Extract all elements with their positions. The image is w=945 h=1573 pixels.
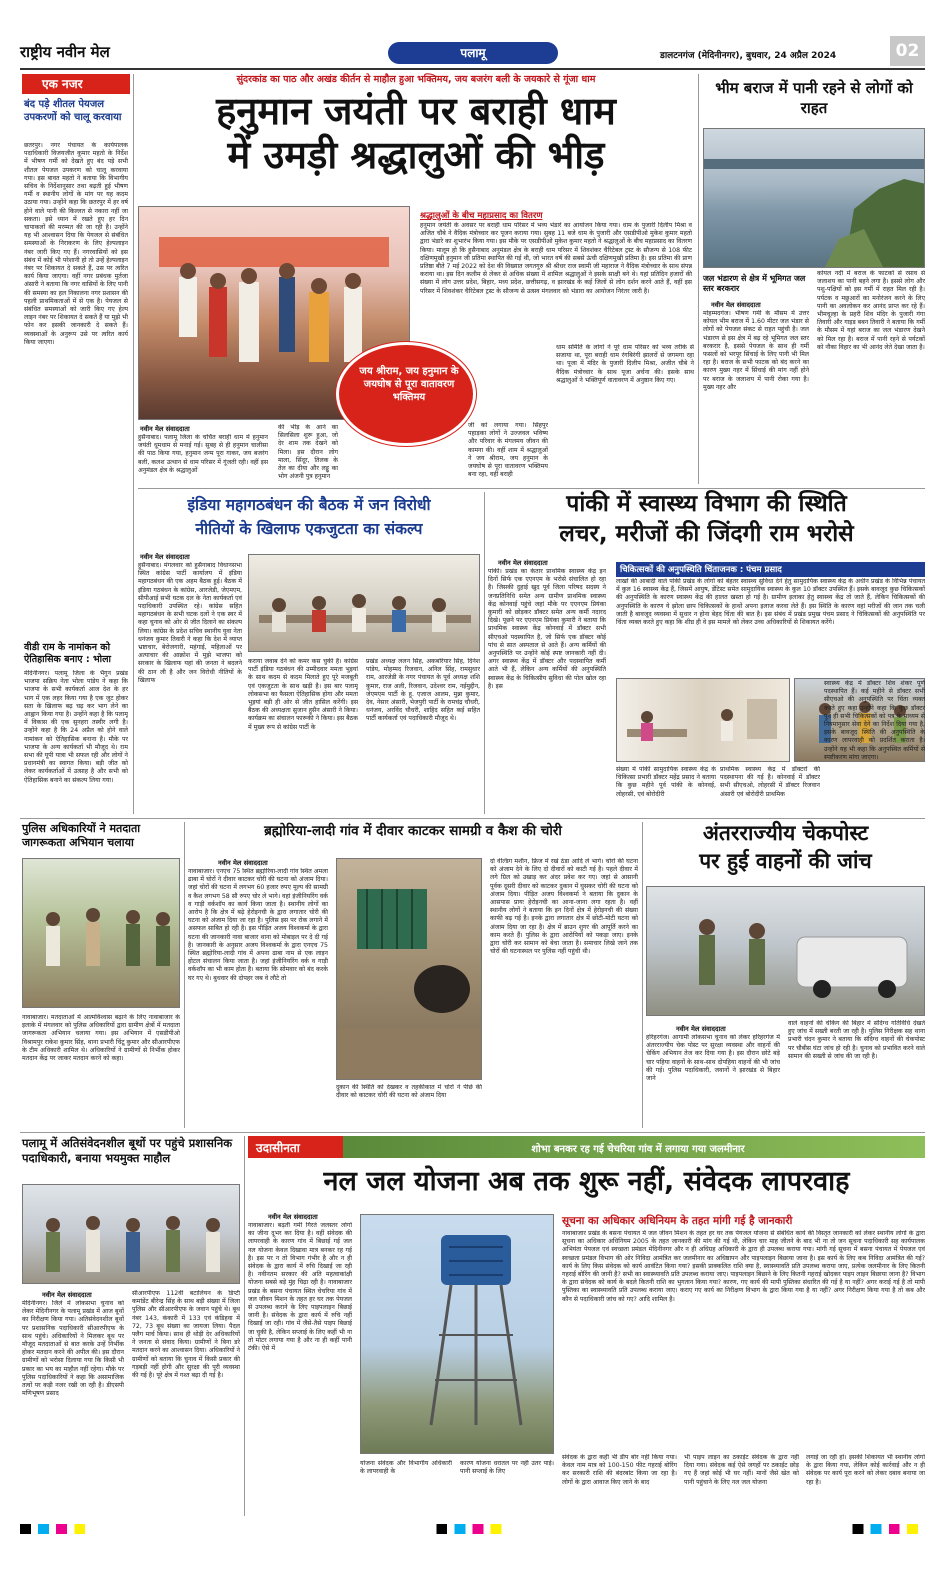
newspaper-brand: राष्ट्रीय नवीन मेल bbox=[20, 43, 110, 61]
lead-col1: हुसैनाबाद। पलामू जिला के चर्चित बराही धाम में हनुमान जयंती धूमधाम से मनाई गई। सुबह से ही हनुमान चालीसा की पाठ किया गया, हनुमान जन्म पूरा गाकर, जय बजरंग बली, कलश उत्थान से धाम परिसर में गूंजती रही। वहीं इस अनुमंडल क्षेत्र के श्रद्धालुओं bbox=[138, 434, 268, 474]
dateline: डालटनगंज (मेदिनीनगर), बुधवार, 24 अप्रैल 2024 bbox=[660, 51, 837, 61]
panki-bottom2: प्राथमिक स्वास्थ्य केंद्र में डॉक्टरों की पदस्थापना की गई है। कोनवाई में डॉक्टर सभी सीएचओ, लोहरसी में डॉक्टर रिजवान अंसारी एवं बोरोदीरी प्राथमिक bbox=[720, 766, 820, 798]
alliance-col3: प्रखंड अध्यक्ष ललन सिंह, अकबरियार सिंह, दिनेश पांडेय, मोहम्मद रिजवान, अनिल सिंह, रामसुधार राम, आरजेडी के नगर पंचायत के पूर्व अध्यक्ष शशि कुमार, राज अली, रिजवान, उदेश्वर राम, नईमुद्दीन, जेएमएम पार्टी के हु. एजाज आलम, मुन्ना कुमार, देव, नेसार अंसारी, भेजपुरी पार्टी के रामचंद्र चौधरी, धनंजय, अरविंद चौधरी, शाहिद सहित कई सहित पार्टी कार्यकर्ता एवं पदाधिकारी मौजूद थे। bbox=[366, 658, 480, 723]
police-awareness-story bbox=[22, 822, 180, 1128]
police-illustration bbox=[23, 859, 180, 1008]
checkpost-photo bbox=[646, 886, 925, 1016]
lead-kicker: सुंदरकांड का पाठ और अखंड कीर्तन से माहौल हुआ भक्तिमय, जय बजरंग बली के जयकारे से गूंजा धाम bbox=[236, 74, 596, 85]
checkpost-col2: वाले वाहनों की चेकिंग की बिहार में संदिग्ध गतिविधि देखते हुए जांच में सख्ती बरती जा रही है। पुलिस निरीक्षक सह थाना प्रभारी चंदन कुमार ने बताया कि संदिग्ध वाहनों की चेकपोस्ट पर चौबीस घंटा जांच हो रही है। चुनाव को प्रभावित करने वाले सामान की सख्ती से जांच की जा रही है। bbox=[788, 1020, 925, 1060]
theft-byline: नवीन मेल संवाददाता bbox=[218, 859, 268, 867]
meeting-photo bbox=[248, 554, 480, 652]
india-alliance-story bbox=[138, 492, 480, 814]
theft-col1: नावाबाजार। एनएच 75 स्थित ब्रह्मोरिया-लादी गांव स्थित अमला ढाबा में चोरों ने दीवार काटकर चोरी की घटना को अंजाम दिया। जहां चोरों की घटना में लगभग 60 हजार रुपए मूल्य की सामग्री व कैश लगभग 58 सौ रुपए चोर ले भागे। वहां इंजीनियरिंग वर्क व गाड़ी वर्कशॉप का कार्य किया जाता है। स्थानीय लोगों का आरोप है कि क्षेत्र में बढ़े हेरोइनची के द्वारा लगातार चोरी की घटना को अंजाम दिया जा रहा है। पुलिस इस पर रोक लगाने में असफल साबित हो रही है। इस पीड़ित अजय विश्वकर्मा के द्वारा घटना की जानकारी नावा बाजार थाना को मोबाइल पर दे दी गई है। जानकारी के अनुसार अजय विश्वकर्मा के द्वारा एनएच 75 स्थित ब्रह्मोरिया-लादी गांव में अपना ढाबा नाम से एक लाइन होटल संचालन किया जाता है। जहां इंजीनियरिंग वर्क व गाड़ी वर्कशॉप का भी काम होता है। बताया कि सोमवार को बंद करके घर गए थे। बुधवार की दोपहर जब वे लौटे तो bbox=[188, 868, 328, 982]
lead-headline-line1: हनुमान जयंती पर बराही धाम bbox=[216, 89, 616, 133]
water-bottom2: भी पाइप लाइन का ठकाईट संवेदक के द्वारा नहीं दिया गया। संवेदक कई ऐसे जगहों पर ठकाईट छोड़ गए हैं जहां कोई भी घर नहीं। मानों जैसे खेत को पानी पहुंचाने के लिए नल जल योजना bbox=[684, 1454, 799, 1486]
checkpost-headline-line1: अंतरराज्यीय चेकपोस्ट bbox=[702, 821, 869, 845]
water-col1: नावाबाजार। बढ़ती गर्मी गिरते जलस्तर लोगों का जीना दूभर कर दिया है। वहीं संवेदक की लापरवाही के कारण गांव में बिछाई गई जल नल योजना केवल दिखावा मात्र बनकर रह गई है। इस पर न तो विभाग गंभीर है और न ही संवेदक के द्वारा कार्य में रुचि दिखाई जा रही है। नवीनतम सरकार की अति महत्वाकांक्षी योजना सबसे बड़े मुंह चिढ़ा रही है। नावाबाजार प्रखंड के बसना पंचायत स्थित चेचरिया गांव में जल जीवन मिशन के तहत हर घर तक पेयजल से उपलब्ध कराने के लिए पाइपलाइन बिछाई जानी है। संवेदक के द्वारा कार्य में रुचि नहीं दिखाई जा रही। गांव में जैसे-तैसे पाइप बिछाई जा चुकी है, लेकिन सप्लाई के लिए कहीं भी ना तो मोटर लगाया गया है और ना ही कहीं पानी टंकी। ऐसे में bbox=[248, 1222, 352, 1353]
theft-story bbox=[188, 822, 638, 1128]
water-kicker: शोभा बनकर रह गई चेचरिया गांव में लगाया गया जलमीनार bbox=[531, 1144, 745, 1155]
booth-headline: पलामू में अतिसंवेदनशील बूथों पर पहुंचे प्रशासनिक पदाधिकारी, बनाया भयमुक्त माहौल bbox=[22, 1136, 233, 1165]
column-divider bbox=[698, 74, 699, 484]
lead-intro: हनुमान जयंती के अवसर पर बराही धाम परिसर में भव्य भंडारे का आयोजन किया गया। धाम के पुजारी दिलीप मिश्रा व अजित चौबे ने वैदिक मंत्रोच्चार कर पूजन कराया गया। सुबह 11 बजे धाम के पुजारी और एसडीपीओ मुकेश कुमार महतो द्वारा भंडारे का शुभारंभ किया गया। इस मौके पर एसडीपीओ मुकेश कुमार महतो ने श्रद्धालुओं के बीच महाप्रसाद का वितरण किया। मालूम हो कि हुसैनाबाद अनुमंडल क्षेत्र के बराही धाम परिसर में शिवशंकर चैरिटेबल ट्रस्ट के सौजन्य से 108 फीट दक्षिणमुखी हनुमान जी प्रतिमा स्थापित की गई थी, जो भारत वर्ष की सबसे ऊंची दक्षिणमुखी प्रतिमा है। इस प्रतिमा की प्राण प्रतिष्ठा बीते 7 मई 2022 को देश की विख्यात जगतगुरु श्री श्रीधर राज स्वामी जी महाराज ने वैदिक मंत्रोच्चार के साथ संपन्न कराया था। इस दिन कलीम से लेकर से अधिक संख्या में शामिल श्रद्धालुओं ने इसके साक्षी बने थे। यहां प्रतिदिन हजारों की संख्या में लोग उत्तर प्रदेश, बिहार, मध्य प्रदेश, छत्तीसगढ़, व झारखंड के कई जिलों से लोग दर्शन करने आते हैं, वहीं इस परिसर में शिवशंकर चैरिटेबल ट्रस्ट के सौजन्य से उत्सव मंगलवार को भंडारा का आयोजन निरंतर जारी है। bbox=[420, 222, 692, 295]
bhim-byline: नवीन मेल संवाददाता bbox=[711, 301, 761, 309]
checkpost-col1: हरिहरगंज। आगामी लोकसभा चुनाव को लेकर हरिहरगंज में अंतरराज्यीय चेक पोस्ट पर सुरक्षा व्यवस्था और वाहनों की चेकिंग अभियान तेज कर दिया गया है। इस दौरान छोटे बड़े चार पहिया वाहनों के साथ-साथ दोपहिया वाहनों की भी जांच की गई। पुलिस पदाधिकारी, जवानों ने झारखंड से बिहार जाने bbox=[646, 1034, 780, 1083]
ek-nazar-label: एक नजर bbox=[22, 74, 130, 94]
alliance-headline-line1: इंडिया महागठबंधन की बैठक में जन विरोधी bbox=[187, 496, 431, 514]
lead-byline: नवीन मेल संवाददाता bbox=[140, 425, 190, 433]
vehicle-check-illustration bbox=[647, 887, 925, 1016]
broken-wall-photo bbox=[336, 858, 482, 1080]
column-divider bbox=[244, 1136, 245, 1516]
column-divider bbox=[642, 822, 643, 1128]
lead-intro-heading: श्रद्धालुओं के बीच महाप्रसाद का वितरण bbox=[420, 211, 543, 221]
water-photo-caption: योजना संवेदक और विभागीय अधिकारी के लापरवाही के bbox=[360, 1460, 452, 1476]
panki-col1: पांकी। प्रखंड का केतार प्राथमिक स्वास्थ्य केंद्र इन दिनों सिर्फ एक एएनएम के भरोसे संचालित हो रहा है। जिसकी दुहाई खुद पूर्व जिला परिषद सदस्य ने जनप्रतिनिधि समेत अन्य ग्रामीण प्राथमिक स्वास्थ्य केंद्र कोनवाई पहुंचे जहां मौके पर एएनएम प्रियंका कुमारी को छोड़कर डॉक्टर समेत अन्य कर्मी नदारद दिखे। पूछने पर एएनएम प्रियंका कुमारी ने बताया कि प्राथमिक स्वास्थ्य केंद्र कोनवाई में डॉक्टर सभी सीएचओ पदस्थापित है, जो सिर्फ एक डॉक्टर कोई पांच से सात अस्पताल से आते हैं। अन्य कर्मियों की अनुपस्थिति पर उन्होंने कोई स्पष्ट जानकारी नहीं दी। अगर स्वास्थ्य केंद्र में डॉक्टर और पदस्थापित कर्मी आते भी हैं, लेकिन अन्य कर्मियों की अनुपस्थिति स्वास्थ्य केंद्र के चिकित्सीय सुविधा की पोल खोल रहा है। इस bbox=[488, 568, 606, 690]
theft-headline: ब्रह्मोरिया-लादी गांव में दीवार काटकर सामग्री व कैश की चोरी bbox=[264, 823, 562, 839]
column-divider bbox=[484, 492, 485, 814]
wall-illustration bbox=[337, 859, 482, 1080]
police-photo bbox=[22, 858, 180, 1008]
lead-callout-text: जय श्रीराम, जय हनुमान के जयघोष से पूरा वातावरण भक्तिमय bbox=[359, 366, 459, 403]
lead-col2: की भीड़ के आने का सिलसिला शुरू हुआ, जो देर शाम तक देखने को मिला। इस दौरान लोग माला, सिंदूर, तिलक के तेल का दीया और लड्डू का भोग अंजनी पुत्र हनुमान bbox=[278, 424, 338, 481]
ek-nazar-story2-headline: वीडी राम के नामांकन को ऐतिहासिक बनाए : भोला bbox=[24, 642, 111, 665]
bhim-col2: कोयल नदी में बराज के फाटकों से रसाव से जलाशय का पानी बहने लगा है। इससे लोग और पशु-पक्षियों को इस गर्मी में राहत मिल रही है। पर्यटक व मछुआरों का मनोरंजन करने के लिए पानी का अवलोकन कर आनंद प्राप्त कर रहे हैं। भीमचूल्हा के प्रहरी शिव मंदिर के पुजारी गंगा तिवारी और गाइड बबन तिवारी ने बताया कि गर्मी के मौसम में यहां बराज का जल भंडारण देखने को मिल रहा है। बराज में पानी रहने से पर्यटकों को नौका विहार का भी आनंद लेते देखा जाता है। bbox=[817, 270, 925, 351]
ek-nazar-story2-body: मेदिनीनगर। पलामू जिला के भैंगुन प्रखंड भाजपा सक्रिय नेता भोला पांडेय ने कहा कि भाजपा के सभी कार्यकर्ता आज देश के हर भाग में एक लहर किया गया है एक जुट होकर सता के खिलाफ बढ़ चढ़ कर भाग लेने का आह्वान किया गया है। उन्होंने कहा है कि पलामू में विकास की एक सुनहरा तस्वीर लगी है। उन्होंने कहा है कि 24 अप्रैल को होने वाले नामांकन को ऐतिहासिक बनाना है। मौके पर भाजपा के अन्य कार्यकर्ता भी मौजूद थे। राम सभा की यूपी यात्रा भी सफल रही और लोगों ने प्रधानमंत्री का स्वागत किया। बड़ी जीत को लेकर कार्यकर्ताओं में उत्साह है और सभी को ऐतिहासिक बनाने का संकल्प लिया गया। bbox=[24, 670, 128, 784]
clinic-illustration bbox=[617, 679, 790, 762]
booth-visit-story bbox=[22, 1136, 240, 1516]
checkpost-story bbox=[646, 822, 925, 1128]
water-bottom1: संवेदक के द्वारा कहीं भी डीप बोर नहीं किया गया। केवल नाम मात्र को 100-150 फीट गहराई बोरिंग कर सरकारी राशि की बंदरबांट किया जा रहा है। लोगों के द्वारा आवाज किए जाने के बाद bbox=[562, 1454, 677, 1486]
health-centre-photo bbox=[616, 678, 790, 762]
color-registration-strip bbox=[20, 1524, 925, 1534]
water-byline: नवीन मेल संवाददाता bbox=[268, 1213, 318, 1221]
water-headline: नल जल योजना अब तक शुरू नहीं, संवेदक लापरवाह bbox=[323, 1166, 850, 1197]
masthead-divider bbox=[20, 68, 925, 70]
rti-body: नावाबाजार प्रखंड के बसना पंचायत में जल जीवन मिशन के तहत हर घर तक पेयजल योजना से संबंधित कार्य की विस्तृत जानकारी को लेकर स्थानीय लोगों के द्वारा सूचना का अधिकार अधिनियम 2005 के तहत जानकारी की मांग की गई थी, लेकिन चार माह जीतने के बाद भी ना तो जन सूचना पदाधिकारी सह कार्यपालक अभियंता पेयजल एवं स्वच्छता प्रमंडल मेदिनीनगर और न ही अधिग्रह अधिकारी के द्वारा ही उपलब्ध कराया गया। मांगी गई सूचना में बसना पंचायत में पेयजल एवं स्वच्छता प्रमंडल विभाग की ओर निविदा आमंत्रित कर जलमीनार का अधिष्ठापन और पाइपलाइन बिछाया जाना है। इस कार्य के लिए कब निविदा आमंत्रित की गई? कार्य के लिए किस संवेदक को कार्य आवंटित किया गया? इसकी प्राक्कलित राशि क्या है, स्वास्थ्यावति प्रति उपलब्ध कराया जाए, प्रत्येक जलमीनार के लिए कितनी गहराई बोरिंग की जानी है? सभी का स्वास्थ्यावति प्रति उपलब्ध कराया जाए। पाइपलाइन बिछाने के लिए कितनी गहराई खोदकर पाइप लाइन बिछाया जाना है? विभाग के द्वारा संवेदक को कार्य के बदले कितनी राशि का भुगतान किया गया? कारण, गए कार्य की मापी पुस्तिका संधारित की गई है या नहीं? अगर कराई गई है तो मापी पुस्तिका का स्वास्थ्यावति प्रति उपलब्ध कराया जाए। कराए गए कार्य का निरीक्षण विभाग के द्वारा किया गया है या नहीं? अगर निरीक्षण किया गया है तो कब और कौन से पदाधिकारी जांच को गए? आदि शामिल है। bbox=[562, 1230, 925, 1303]
page-number: 02 bbox=[890, 36, 925, 66]
lead-col4: धाम समिति के लोगों ने पूरे धाम परिसर को भव्य तरीके से सजाया था, पूरा बराही धाम रंगबिरंगी झालरों से जगमगा रहा था। पूजा में मंदिर के पुजारी दिलीप मिश्रा, अजीत चौबे ने वैदिक मंत्रोच्चार के साथ पूजा अर्चना की। इसके साथ श्रद्धालुओं ने भक्तिपूर्ण वातावरण में अनुष्ठान किए गए। bbox=[556, 344, 694, 384]
river-illustration bbox=[704, 129, 925, 268]
lead-callout bbox=[336, 342, 476, 446]
alliance-col1: हुसैनाबाद। मंगलवार को हुसैनाबाद विधानसभा स्थित कांग्रेस पार्टी कार्यालय में इंडिया महागठबंधन की एक अहम बैठक हुई। बैठक में इंडिया गठबंधन के कांग्रेस, आरजेडी, जेएमएम, सीपीआई सभी घटक दल के नेता कार्यकर्ता एवं पदाधिकारी उपस्थित रहे। कांग्रेस सहित महागठबंधन के सभी घटक दलों ने एक स्वर में कहा चुनाव को ओर से जीत दिलाने का संकल्प लिया। कांग्रेस के प्रदेश सचिव स्थानीय युवा नेता धनंजय कुमार तिवारी ने कहा कि देश में व्याप्त भ्रष्टाचार, बेरोजगारी, महंगाई, महिलाओं पर अत्याचार की आक्रोश में मुझे भाजपा को सरकार के खिलाफ यहां की जनता ने बदलने की ठान ली है और जन विरोधी नीतियों के खिलाफ bbox=[138, 562, 242, 684]
masthead bbox=[20, 36, 925, 68]
water-label: उदासीनता bbox=[256, 1141, 300, 1155]
rti-heading: सूचना का अधिकार अधिनियम के तहत मांगी गई है जानकारी bbox=[562, 1215, 793, 1227]
bhim-headline: भीम बराज में पानी रहने से लोगों को राहत bbox=[715, 79, 913, 117]
checkpost-byline: नवीन मेल संवाददाता bbox=[676, 1025, 726, 1033]
water-col2: कारण योजना धरातल पर नहीं उतर पाई। पानी सप्लाई के लिए bbox=[460, 1460, 554, 1476]
lead-headline-line2: में उमड़ी श्रद्धालुओं की भीड़ bbox=[227, 133, 605, 177]
section-label: पलामू bbox=[388, 42, 558, 64]
section-divider bbox=[20, 818, 925, 819]
column-divider bbox=[184, 822, 185, 1128]
alliance-byline: नवीन मेल संवाददाता bbox=[140, 553, 190, 561]
officials-illustration bbox=[23, 1185, 240, 1284]
panki-headline-line2: लचर, मरीजों की जिंदगी राम भरोसे bbox=[559, 521, 854, 547]
water-bottom3: लगाई जा रही हो। इसकी शिकायत भी स्थानीय लोगों के द्वारा किया गया, लेकिन कोई कार्रवाई और न ही संवेदक पर कार्य पूरा करने को लेकर दबाव बनाया जा रहा है। bbox=[806, 1454, 925, 1486]
ek-nazar-story1-headline: बंद पड़े शीतल पेयजल उपकरणों को चालू करवाया bbox=[24, 99, 122, 123]
water-tower-illustration bbox=[361, 1215, 554, 1454]
panki-bottom1: संख्या में पांकी सामुदायिक स्वास्थ्य केंद्र के चिकित्सा प्रभारी डॉक्टर महेंद्र प्रसाद ने बताया कि कुछ महीने पूर्व पांकी के कोनवई, लोहरसी, एवं बोरोदीरी bbox=[616, 766, 716, 798]
section-divider bbox=[20, 1132, 925, 1133]
bhim-col1: मोहम्मदगंज। भीषण गर्मी के मौसम में उत्तर कोयल भीम बराज में 1.60 मीटर जल भंडार से लोगों को पेयजल संकट से राहत पहुंची है। जल भंडारण से इस क्षेत्र में बढ़ रहे भूमिगत जल स्तर बरकरार है, इससे पेयजल के साथ ही गर्मी फसलों को भरपूर सिंचाई के लिए पानी भी मिल रहा है। बराज के सभी फाटक को बंद करने का कारण मुख्य नहर में सिंचाई की मांग नहीं होने पर बराज के जलाशय में पानी रोका गया है। मुख्य नहर और bbox=[703, 310, 809, 391]
panki-quote-body: लाखों की आबादी वाले पांकी प्रखंड के लोगों को बेहतर स्वास्थ्य सुविधा देने हेतु सामुदायिक स्वास्थ्य केंद्र के अधीन प्रखंड के विभिन्न पंचायत में कुल 16 स्वास्थ्य केंद्र हैं, जिसमें आयुष, डेंटिस्ट समेत सामुदायिक स्वास्थ्य के कुल 10 डॉक्टर उपस्थित हैं। इसके बावजूद कुछ चिकित्सकों की अनुपस्थिति के कारण स्वास्थ्य केंद्र की हालत खस्ता हो गई है। ग्रामीण इलाका हेतु स्वास्थ्य केंद्र तो जाते हैं, लेकिन चिकित्सकों की अनुपस्थिति के कारण ये झोला छाप चिकित्सकों के हाथों अपना इलाज करवा लेते हैं। इस स्थिति के कारण वहां मरीजों की जान तक चली जाती है बावजूद व्यवस्था में सुधार न होना बेहद चिंता की बात है। इस संबंध में प्रखंड प्रमुख पंचम प्रसाद ने चिकित्सकों की अनुपस्थिति पर चिंता व्यक्त करते हुए कहा कि शीघ्र ही वे इस मामले को लेकर उच्च अधिकारियों से शिकायत करेंगे। bbox=[616, 578, 925, 627]
panki-bottom3-visible: स्वास्थ्य केंद्र में डॉक्टर शिव शंकर पूर्ण पदस्थापित हैं। कई महीने से डॉक्टर सभी सीएचओ की अनुपस्थिति पर चिंता व्यक्त करते हुए कहा उन्होंने कहा कि कुछ डॉक्टर पूर्व ही सभी चिकित्सकों को पत्र के माध्यम से नियमानुसार सेवा देने का निर्देश दिया गया है, इसके बावजूद स्थिति की अनुपस्थिति के कारण लापरवाही को प्रदर्शित कराता है। उन्होंने यह भी कहा कि अनुपस्थित कर्मियों से स्पष्टीकरण मांगा जाएगा। bbox=[824, 680, 925, 761]
water-scheme-story bbox=[248, 1136, 925, 1516]
water-tower-photo bbox=[360, 1214, 554, 1454]
panki-quote-heading: चिकित्सकों की अनुपस्थिति चिंताजनक : पंचम प्रसाद bbox=[616, 562, 925, 577]
bhim-photo-caption: जल भंडारण से क्षेत्र में भूमिगत जल स्तर बरकरार bbox=[703, 274, 806, 293]
barrage-photo bbox=[703, 128, 925, 268]
section-divider bbox=[138, 488, 925, 489]
column-divider bbox=[133, 74, 134, 814]
booth-photo bbox=[22, 1184, 240, 1284]
booth-byline: नवीन मेल संवाददाता bbox=[42, 1291, 92, 1299]
alliance-headline-line2: नीतियों के खिलाफ एकजुटता का संकल्प bbox=[195, 520, 423, 538]
ek-nazar-column bbox=[22, 74, 130, 814]
booth-col1: मेदिनीनगर। जिले में लोकसभा चुनाव को लेकर मेदिनीनगर के पलामू प्रखंड में आज बूथों का निरीक्षण किया गया। अतिसंवेदनशील बूथों पर प्रशासनिक पदाधिकारी सीआरपीएफ के साथ पहुंचे। अधिकारियों ने मिलकर बूथ पर मौजूद मतदाताओं से बात करके उन्हें निर्भीक होकर मतदान करने की अपील की। इस दौरान ग्रामीणों को भरोसा दिलाया गया कि किसी भी प्रकार का भय का माहौल नहीं रहेगा। मौके पर पुलिस पदाधिकारियों ने कहा कि असामाजिक तत्वों पर कड़ी नजर रखी जा रही है। डीएसपी मणिभूषण प्रसाद bbox=[22, 1300, 124, 1398]
bhim-barrage-story bbox=[703, 74, 925, 484]
checkpost-headline-line2: पर हुई वाहनों की जांच bbox=[699, 849, 872, 873]
alliance-col2: कराया जवाब देने को कमर कस चुकी है। कांग्रेस पार्टी इंडिया गठबंधन की उम्मीदवार ममता भुइयां के साथ कदम से कदम मिलाते हुए पूरे मजबूती एवं एकजुटता के साथ खड़ी है। इस बार पलामू लोकसभा का फैसला ऐतिहासिक होगा और ममता भुइयां बड़ी ही ओर से जीत हासिल करेंगी। इस बैठक की अध्यक्षता सुजान हुसैन अंसारी ने किया। कार्यक्रम का संचालन फारूकी ने किया। इस बैठक में मुख्य रूप से कांग्रेस पार्टी के bbox=[248, 658, 358, 731]
lead-story bbox=[138, 74, 694, 484]
booth-col2: सीआरपीएफ 112वीं बटालियन के डिप्टी कमांडेंट बीरेन्द्र सिंह के साथ बड़ी संख्या में जिला पुलिस और सीआरपीएफ के जवान पहुंचे थे। बूथ नंबर 143, कंकारी में 133 एवं कंडिहवा में 72, 73 बूथ संख्या का जायजा लिया। पैदल फ्लैग मार्च किया। साथ ही थोड़ी देर अधिकारियों ने जनता से संवाद किया। ग्रामीणों ने बिना डरे मतदान करने का आश्वासन दिया। अधिकारियों ने ग्रामीणों को बताया कि चुनाव में किसी प्रकार की गड़बड़ी नहीं होगी और सुरक्षा की पूरी व्यवस्था की गई है। पूरे क्षेत्र में गश्त बढ़ा दी गई है। bbox=[132, 1290, 240, 1380]
panki-byline: नवीन मेल संवाददाता bbox=[498, 559, 548, 567]
theft-col2: दो वेल्डिंग मशीन, फ्रिज में रखे ठंडा आदि ले भागे। चोरों की घटना को अंजाम देने के लिए दो दीवारों को काटी गई है। पहले दीवार में लगे ग्रिल को उखाड़ कर अंदर प्रवेश कर गए। जहां से आसानी पूर्वक दूसरी दीवार को काटकर दुकान में घुसकर चोरी की घटना को अंजाम दिया। पीड़ित अजय विश्वकर्मा ने बताया कि दुकान के आसपास प्रायः हेरोइनची का आना-जाना लगा रहता है। वहीं स्थानीय लोगों ने बताया कि इन दिनों क्षेत्र में हेरोइनची की संख्या काफी बढ़ गई है। इनके द्वारा लगातार क्षेत्र में छोटी-मोटी घटना को अंजाम दिया जा रहा है। क्षेत्र में ब्राउन शुगर की आपूर्ति करने का काम करते हैं। पुलिस के द्वारा आरोपियों को पकड़ा जाए। इनके द्वारा चोरी कर सामान को बेचा जाता है। समाचार लिखे जाने तक चोरों की घटनास्थल पर पुलिस नहीं पहुंची थी। bbox=[490, 858, 638, 956]
police-headline: पुलिस अधिकारियों ने मतदाता जागरूकता अभियान चलाया bbox=[22, 822, 141, 849]
ek-nazar-story1-body: छतरपुर। नगर पंचायत के कार्यपालक पदाधिकारी विजयजीत कुमार महतो के निर्देश में भीषण गर्मी को देखते हुए बंद पड़े सभी शीतल पेयजल उपकरण को चालू करवाया गया। इस बावत महतो ने बताया कि विभागीय सचिव के निर्देशानुसार तथा बढ़ती हुई भीषण गर्मी व स्थानीय लोगों के मांग पर यह कदम उठाया गया। उन्होंने कहा कि छतरपुर में हर वर्ष होने वाले पानी की किल्लत से नकारा नहीं जा सकता। इसे ध्यान में रखते हुए हर दिन चापाकलों की मरम्मत की जा रही है। उन्होंने यह भी आश्वासन दिया कि पेयजल से संबंधित समस्याओं के निराकरण के लिए हेल्पलाइन नंबर जारी किए गए हैं। नगरवासियों को इस संबंध में कोई भी परेशानी हो तो उन्हें हेल्पलाइन नंबर पर शिकायत दे सकते हैं, उस पर त्वरित कार्य किया जाएगा। वहीं नगर प्रबंधक मुर्तजा अंसारी ने बताया कि नगर वासियों के लिए पानी की समस्या का हल निकालना नगर प्रशासन की पहली प्राथमिकताओं में से एक है। पेयजल से संबंधित समस्याओं को जारी किए गए हेल्प लाइन नंबर पर शिकायत दे सकते हैं या मुझे भी फोन कर इसकी जानकारी दे सकते हैं। व्यवस्थाओं के अनुरूप उसे पर त्वरित कार्य किया जाएगा। bbox=[24, 142, 128, 346]
panki-headline-line1: पांकी में स्वास्थ्य विभाग की स्थिति bbox=[566, 491, 847, 517]
theft-photo-caption: दुकान की स्थिति को देखकर व तहकीकात में चोरों ने पीछे की दीवार को काटकर चोरी की घटना को अंजाम दिया bbox=[336, 1084, 482, 1100]
meeting-illustration bbox=[249, 555, 480, 652]
police-body: नावाबाजार। मतदाताओं में आत्मविश्वास बढ़ाने के लिए नावाबाजार के इलाके में मंगलवार को पुलिस अधिकारियों द्वारा ग्रामीण क्षेत्रों में मतदाता जागरूकता अभियान चलाया गया। इस अभियान में एसडीपीओ विश्रामपुर राकेश कुमार सिंह, थाना प्रभारी चिंटू कुमार और सीआरपीएफ के टीम अधिकारी शामिल थे। अधिकारियों ने ग्रामीणों से निर्भीक होकर मतदान केंद्र पर जाकर मतदान करने को कहा। bbox=[22, 1014, 180, 1063]
lead-col3: जी को लगाया गया। सिंहपुर पहाड़का लोगों ने उज्जवल भविष्य और परिवार के मंगलमय जीवन की कामना की। वहीं शाम में श्रद्धालुओं ने जय श्रीराम, जय हनुमान के जयघोष से पूरा वातावरण भक्तिमय बना रहा, वहीं बराही bbox=[468, 422, 548, 479]
